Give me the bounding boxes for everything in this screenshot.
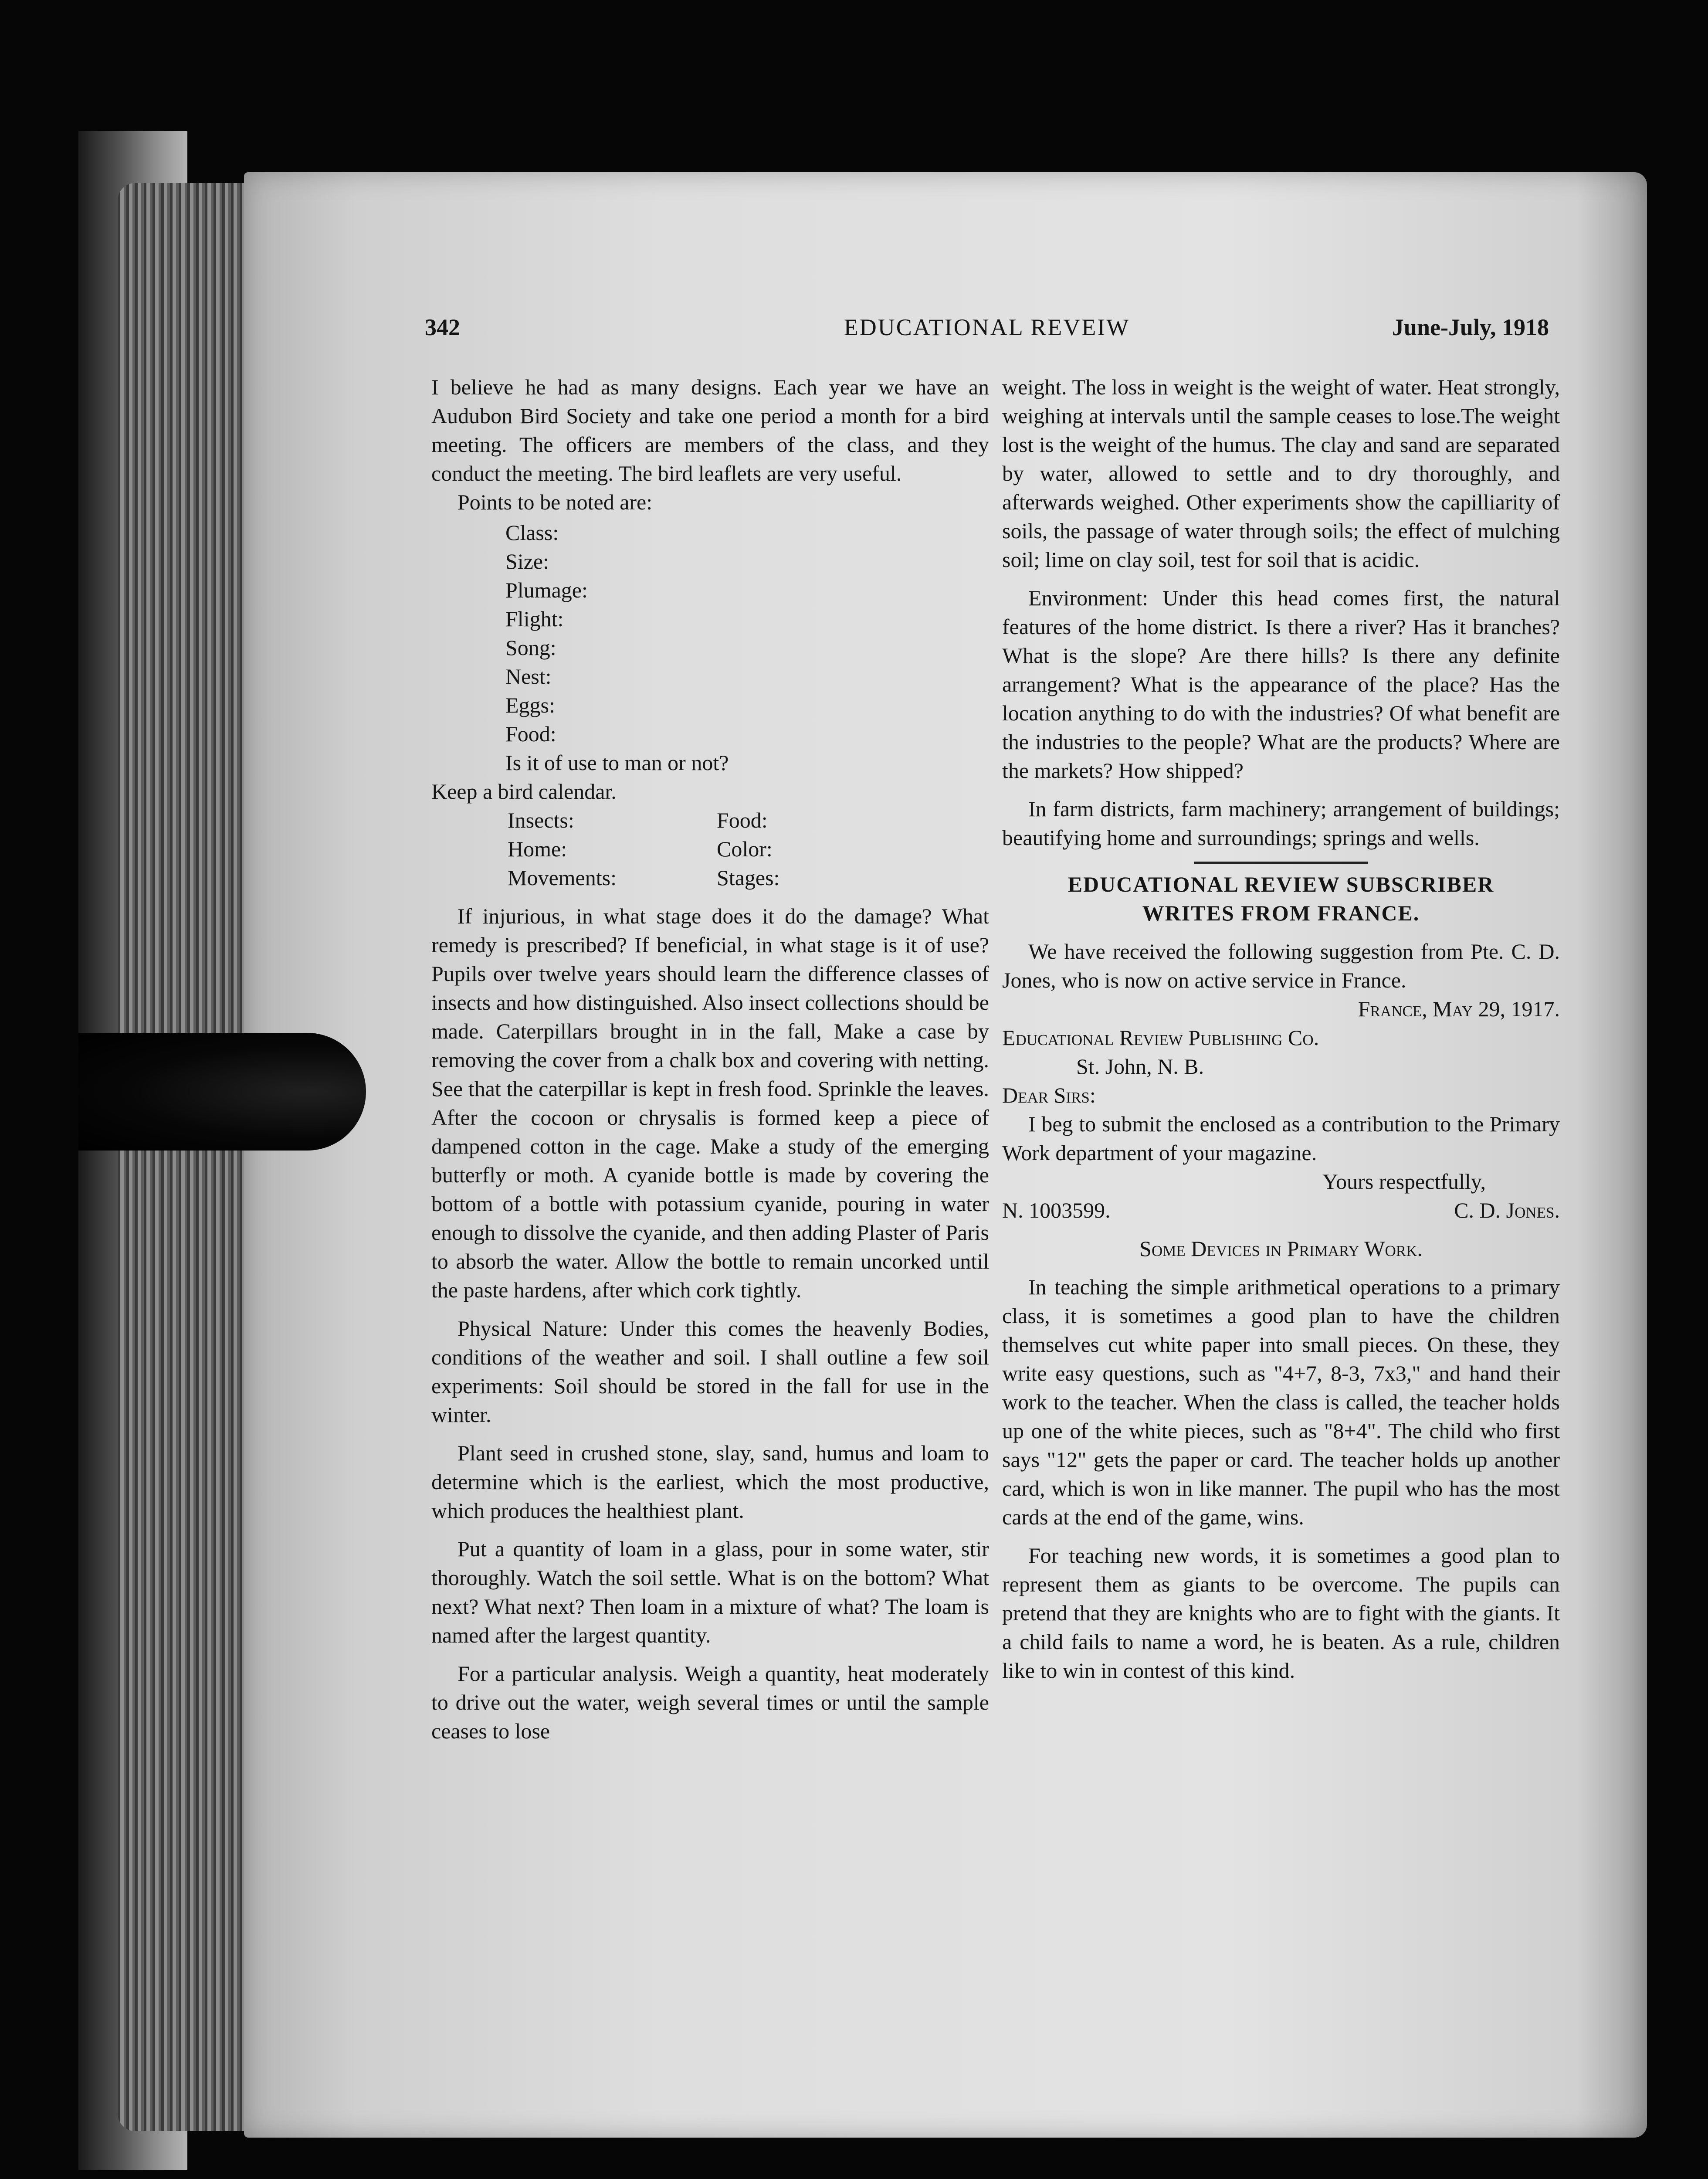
paragraph: I believe he had as many designs. Each year we have an Audubon Bird Society and take one period a month for a bird meeting. The officers are members of the class, and they conduct the meeting. The bird leaflets are very useful. [431, 375, 989, 485]
letter-city: St. John, N. B. [1076, 1054, 1204, 1079]
table-cell: Color: [717, 837, 773, 861]
table-row [508, 835, 989, 863]
letter-salutation: Dear Sirs: [1002, 1083, 1096, 1107]
letter-closing: Yours respectfully, [1322, 1169, 1486, 1194]
page-edges [118, 183, 257, 2131]
letter-addressee: Educational Review Publishing Co. [1002, 1025, 1319, 1050]
letter-body: I beg to submit the enclosed as a contribution to the Primary Work department of your magazine. [1002, 1112, 1560, 1165]
list-item: Flight: [505, 607, 564, 631]
article-title-line: EDUCATIONAL REVIEW SUBSCRIBER [1068, 872, 1494, 896]
paragraph: For teaching new words, it is sometimes a good plan to represent them as giants to be overcome. The pupils can pretend that they are knights who are to fight with the giants. It a child fails to name a word, he is beaten. As a rule, children like to win in contest of this kind. [1002, 1543, 1560, 1683]
list-item: Plumage: [505, 578, 588, 602]
section-divider [1194, 862, 1368, 864]
letter-signature-line [1002, 1196, 1560, 1225]
paragraph: In teaching the simple arithmetical operations to a primary class, it is sometimes a good plan to have the children themselves cut white paper into small pieces. On these, they write easy questions, such as "4+7, 8-3, 7x3," and hand their work to the teacher. When the class is called, the teacher holds up one of the white pieces, such as "8+4". The child who first says "12" gets the paper or card. The teacher holds up another card, which is won in like manner. The pupil who has the most cards at the end of the game, wins. [1002, 1275, 1560, 1529]
calendar-heading: Keep a bird calendar. [431, 779, 617, 804]
paragraph: weight. The loss in weight is the weight of water. Heat strongly, weighing at intervals until the sample ceases to lose.The weight lost is the weight of the humus. The clay and sand are separated by water, allowed to settle and to dry thoroughly, and afterwards weighed. Other experiments show the capilliarity of soils, the passage of water through soils; the effect of mulching soil; lime on clay soil, test for soil that is acidic. [1002, 375, 1560, 572]
thumb-shadow [78, 1033, 366, 1151]
table-row [508, 863, 989, 892]
paragraph: Plant seed in crushed stone, slay, sand, humus and loam to determine which is the earliest, which the most productive, which produces the healthiest plant. [431, 1441, 989, 1523]
table-row [508, 806, 989, 835]
list-item: Song: [505, 635, 556, 660]
points-intro: Points to be noted are: [458, 490, 653, 514]
table-cell: Home: [508, 837, 567, 861]
subheading: Some Devices in Primary Work. [1139, 1236, 1423, 1261]
list-item: Is it of use to man or not? [505, 750, 729, 775]
paragraph: Put a quantity of loam in a glass, pour in some water, stir thoroughly. Watch the soil settle. What is on the bottom? What next? What next? Then loam in a mixture of what? The loam is named after the largest quantity. [431, 1537, 989, 1647]
table-cell: Insects: [508, 808, 574, 832]
page-header [425, 314, 1549, 349]
list-item: Eggs: [505, 693, 555, 717]
journal-title: EDUCATIONAL REVEIW [844, 314, 1130, 340]
paragraph: We have received the following suggestion from Pte. C. D. Jones, who is now on active service in France. [1002, 939, 1560, 992]
bird-points-list [505, 518, 989, 777]
letter-dateline: France, May 29, 1917. [1358, 997, 1560, 1021]
regimental-number: N. 1003599. [1002, 1198, 1111, 1222]
paragraph: If injurious, in what stage does it do the damage? What remedy is prescribed? If beneficial, in what stage is it of use? Pupils over twelve years should learn the difference classes of insects and how distinguished. Also insect collections should be made. Caterpillars brought in in the fall, Make a case by removing the cover from a chalk box and covering with netting. See that the caterpillar is kept in fresh food. Sprinkle the leaves. After the cocoon or chrysalis is formed keep a piece of dampened cotton in the cage. Make a study of the emerging butterfly or moth. A cyanide bottle is made by covering the bottom of a bottle with potassium cyanide, pouring in water enough to dissolve the cyanide, and then adding Plaster of Paris to absorb the water. Allow the bottle to remain uncorked until the paste hardens, after which cork tightly. [431, 904, 989, 1302]
page-number: 342 [425, 314, 460, 340]
table-cell: Food: [717, 808, 768, 832]
article-title-line: WRITES FROM FRANCE. [1142, 901, 1420, 925]
paragraph: Physical Nature: Under this comes the heavenly Bodies, conditions of the weather and soil. I shall outline a few soil experiments: Soil should be stored in the fall for use in the winter. [431, 1316, 989, 1427]
table-cell: Movements: [508, 865, 617, 890]
list-item: Nest: [505, 664, 552, 689]
list-item: Food: [505, 722, 556, 746]
paragraph: Environment: Under this head comes first, the natural features of the home district. Is there a river? Has it branches? What is the slope? Are there hills? Is there any definite arrangement? What is the appearance of the place? Has the location anything to do with the industries? Of what benefit are the industries to the people? What are the products? Where are the markets? How shipped? [1002, 586, 1560, 783]
left-column [431, 373, 989, 1745]
right-column [1002, 373, 1560, 1685]
article-title [1002, 870, 1560, 927]
insect-table [508, 806, 989, 892]
list-item: Class: [505, 520, 559, 545]
letter-signature: C. D. Jones. [1454, 1198, 1560, 1222]
paragraph: In farm districts, farm machinery; arrangement of buildings; beautifying home and surroundings; springs and wells. [1002, 797, 1560, 850]
list-item: Size: [505, 549, 549, 574]
issue-date: June-July, 1918 [1392, 314, 1549, 340]
paragraph: For a particular analysis. Weigh a quantity, heat moderately to drive out the water, weigh several times or until the sample ceases to lose [431, 1661, 989, 1743]
table-cell: Stages: [717, 865, 780, 890]
